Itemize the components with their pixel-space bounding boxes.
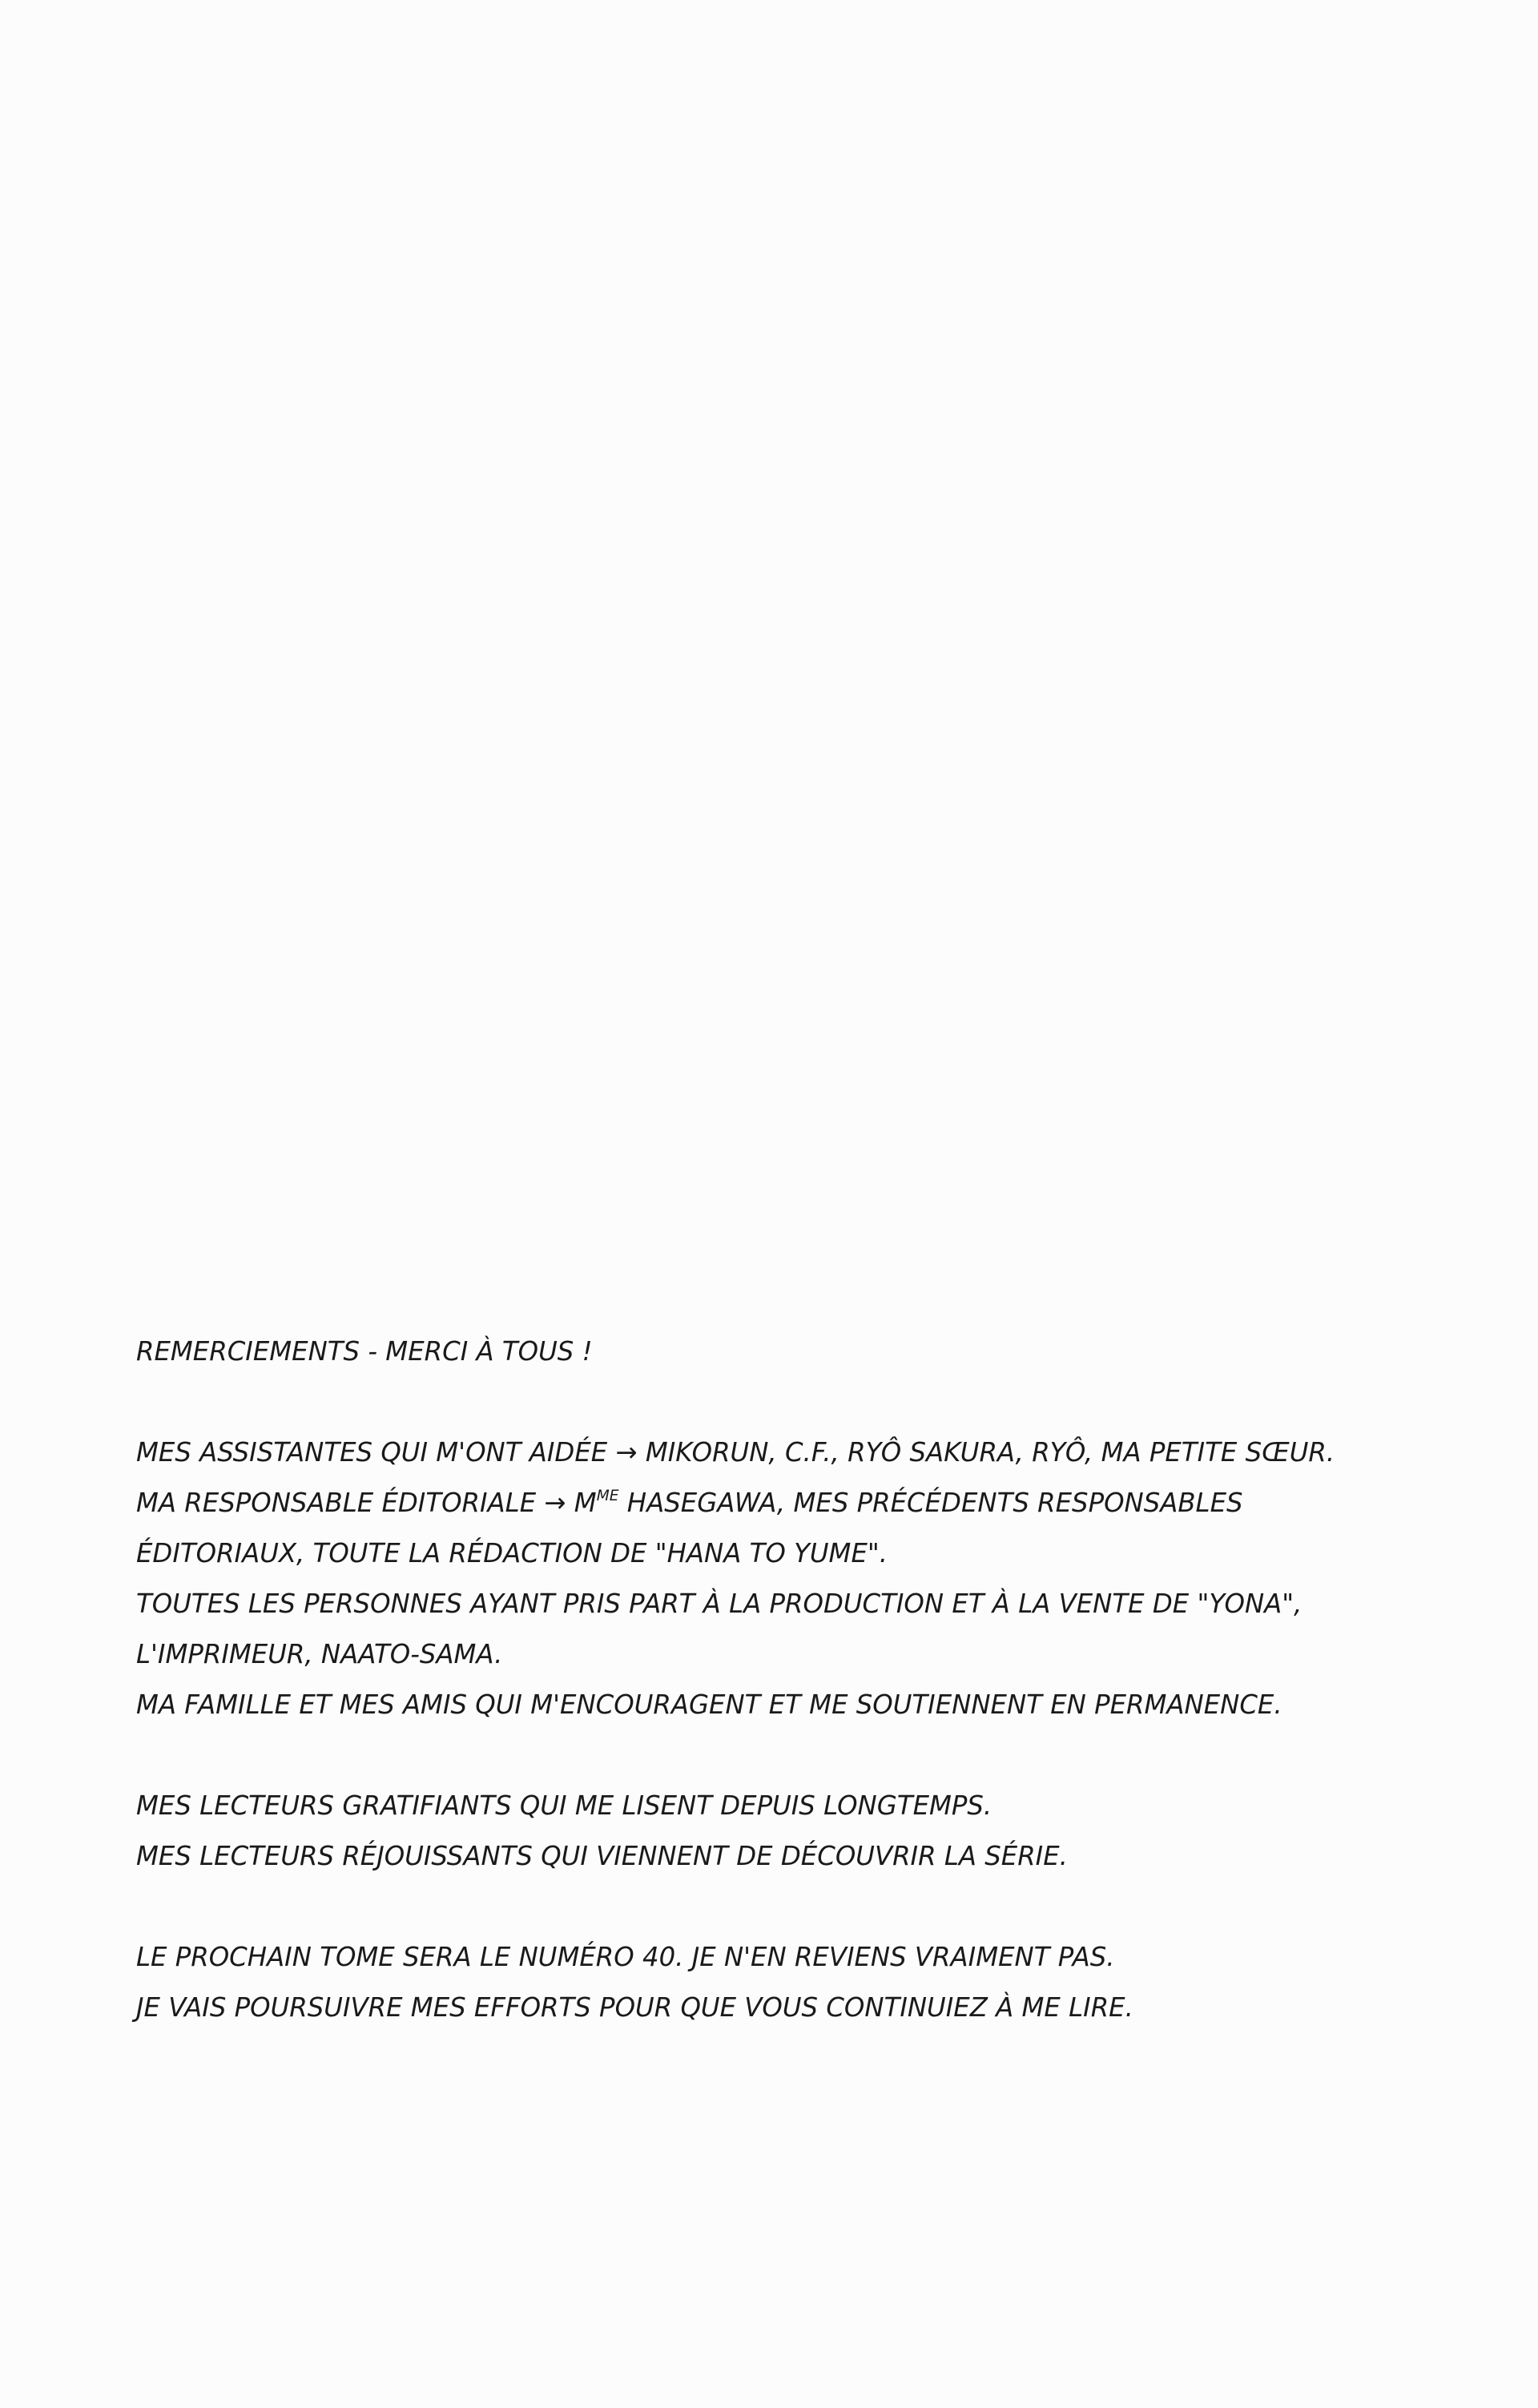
editor-line-prefix: MA RESPONSABLE ÉDITORIALE → M (136, 1487, 597, 1518)
readers-line-2: MES LECTEURS RÉJOUISSANTS QUI VIENNENT DE DÉCOUVRIR LA SÉRIE. (136, 1840, 1068, 1871)
next-volume-line: LE PROCHAIN TOME SERA LE NUMÉRO 40. JE N'EN REVIENS VRAIMENT PAS. (136, 1941, 1115, 1972)
acknowledgements-heading: REMERCIEMENTS - MERCI À TOUS ! (136, 1335, 593, 1367)
editor-line (136, 1477, 1431, 1528)
paragraph-gap (136, 1376, 1431, 1427)
acknowledgements-text (136, 1326, 1431, 2032)
family-line: MA FAMILLE ET MES AMIS QUI M'ENCOURAGENT ET ME SOUTIENNENT EN PERMANENCE. (136, 1689, 1282, 1720)
editor-line-superscript: ME (596, 1487, 619, 1504)
editor-line-suffix: HASEGAWA, MES PRÉCÉDENTS RESPONSABLES (618, 1487, 1243, 1518)
production-line: TOUTES LES PERSONNES AYANT PRIS PART À LA PRODUCTION ET À LA VENTE DE "YONA", (136, 1588, 1302, 1619)
assistants-line: MES ASSISTANTES QUI M'ONT AIDÉE → MIKORUN, C.F., RYÔ SAKURA, RYÔ, MA PETITE SŒUR. (136, 1436, 1335, 1468)
paragraph-gap (136, 1729, 1431, 1780)
printer-line: L'IMPRIMEUR, NAATO-SAMA. (136, 1638, 503, 1669)
editorial-staff-line: ÉDITORIAUX, TOUTE LA RÉDACTION DE "HANA TO YUME". (136, 1537, 888, 1568)
readers-line-1: MES LECTEURS GRATIFIANTS QUI ME LISENT DEPUIS LONGTEMPS. (136, 1790, 992, 1821)
closing-line: JE VAIS POURSUIVRE MES EFFORTS POUR QUE VOUS CONTINUIEZ À ME LIRE. (136, 1991, 1133, 2023)
paragraph-gap (136, 1881, 1431, 1931)
